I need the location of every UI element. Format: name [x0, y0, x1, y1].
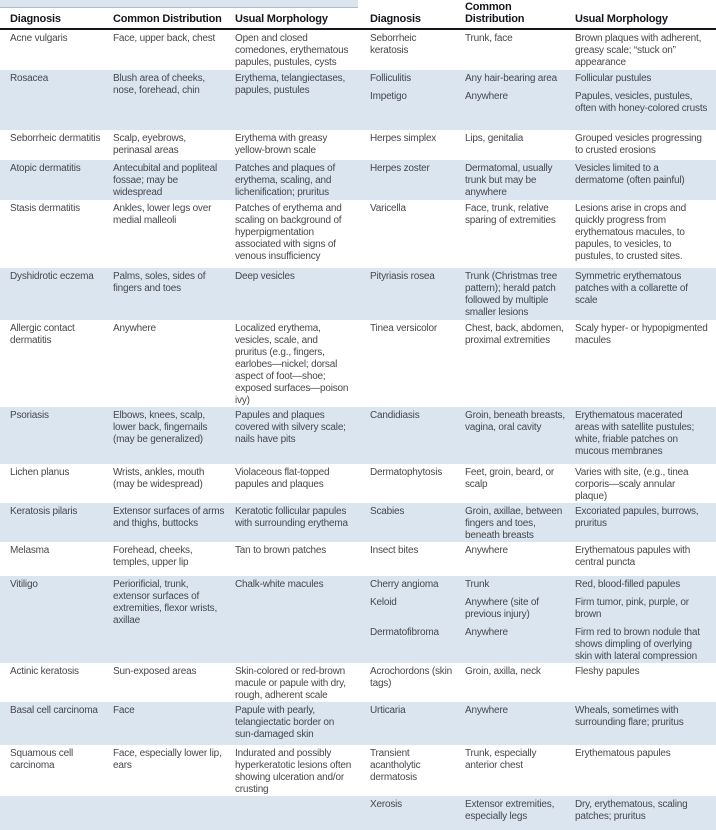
table-band [0, 200, 716, 268]
band-right-half [360, 796, 716, 830]
morphology-cell: Symmetric erythematous patches with a collarette of scale [575, 271, 688, 306]
morphology-cell: Dry, erythematous, scaling patches; pruritus [575, 799, 688, 822]
diagnosis-cell: Melasma [10, 545, 50, 556]
morphology-cell: Fleshy papules [575, 666, 640, 677]
diagnosis-cell: Lichen planus [10, 467, 70, 478]
diagnosis-cell: Herpes simplex [370, 133, 437, 144]
morphology-cell: Keratotic follicular papules with surrounding erythema [235, 506, 348, 529]
band-right-half [360, 320, 716, 407]
diagnosis-cell: Cherry angioma [370, 579, 439, 590]
column-header-diagnosis: Diagnosis [370, 12, 421, 25]
table-row [10, 407, 360, 446]
table-body [0, 30, 716, 830]
diagnosis-cell: Urticaria [370, 705, 406, 716]
band-right-half [360, 70, 716, 130]
table-row [10, 200, 360, 263]
table-band [0, 702, 716, 745]
column-header-morphology: Usual Morphology [235, 12, 328, 25]
band-left-half [0, 200, 360, 268]
table-row [370, 407, 716, 458]
morphology-cell: Erythematous papules with central puncta [575, 545, 691, 568]
table-row [10, 160, 360, 199]
table-row [10, 320, 360, 407]
diagnosis-cell: Dermatophytosis [370, 467, 443, 478]
table-row [10, 702, 360, 741]
table-row [370, 200, 716, 263]
table-band [0, 503, 716, 542]
diagnosis-cell: Tinea versicolor [370, 323, 438, 334]
table-row [10, 130, 360, 157]
morphology-cell: Erythematous papules [575, 748, 671, 759]
band-left-half [0, 542, 360, 576]
table-row [10, 70, 360, 97]
band-left-half [0, 745, 360, 796]
table-row [370, 796, 716, 823]
diagnosis-cell: Squamous cell carcinoma [10, 748, 73, 771]
table-row [370, 130, 716, 157]
distribution-cell: Palms, soles, sides of fingers and toes [113, 271, 206, 294]
table-band [0, 268, 716, 320]
distribution-cell: Feet, groin, beard, or scalp [465, 467, 554, 490]
diagnosis-cell: Stasis dermatitis [10, 203, 80, 214]
table-row [370, 30, 716, 69]
band-right-half [360, 745, 716, 796]
morphology-cell: Scaly hyper- or hypopigmented macules [575, 323, 708, 346]
distribution-cell: Anywhere [465, 91, 508, 102]
distribution-cell: Trunk (Christmas tree pattern); herald patch followed by multiple smaller lesions [465, 271, 558, 318]
table-row [370, 702, 716, 729]
distribution-cell: Extensor surfaces of arms and thighs, buttocks [113, 506, 225, 529]
distribution-cell: Forehead, cheeks, temples, upper lip [113, 545, 193, 568]
band-right-half [360, 407, 716, 464]
distribution-cell: Anywhere (site of previous injury) [465, 597, 539, 620]
morphology-cell: Firm tumor, pink, purple, or brown [575, 597, 689, 620]
diagnosis-cell: Keratosis pilaris [10, 506, 78, 517]
diagnosis-cell: Allergic contact dermatitis [10, 323, 75, 346]
table-band [0, 30, 716, 70]
table-row [370, 594, 716, 621]
band-right-half [360, 663, 716, 702]
table-row [10, 542, 360, 569]
diagnosis-cell: Basal cell carcinoma [10, 705, 98, 716]
table-row [370, 576, 716, 591]
table-row [370, 160, 716, 199]
distribution-cell: Chest, back, abdomen, proximal extremities [465, 323, 564, 346]
table-row [370, 503, 716, 542]
table-row [370, 464, 716, 503]
morphology-cell: Papules and plaques covered with silvery scale; nails have pits [235, 410, 346, 445]
top-strip [0, 0, 358, 8]
diagnosis-cell: Acrochordons (skin tags) [370, 666, 452, 689]
band-left-half [0, 464, 360, 503]
table-band [0, 407, 716, 464]
diagnosis-cell: Pityriasis rosea [370, 271, 435, 282]
diagnosis-cell: Psoriasis [10, 410, 49, 421]
column-header-distribution: Common Distribution [113, 12, 222, 25]
morphology-cell: Papules, vesicles, pustules, often with honey-colored crusts [575, 91, 708, 114]
diagnosis-cell: Rosacea [10, 73, 49, 84]
distribution-cell: Anywhere [465, 705, 508, 716]
morphology-cell: Erythema with greasy yellow-brown scale [235, 133, 328, 156]
table-row [10, 663, 360, 702]
table-row [10, 503, 360, 530]
table-row [10, 30, 360, 69]
distribution-cell: Any hair-bearing area [465, 73, 557, 84]
table-band [0, 464, 716, 503]
band-right-half [360, 130, 716, 160]
distribution-cell: Antecubital and popliteal fossae; may be widespread [113, 163, 217, 198]
band-right-half [360, 464, 716, 503]
table-row [370, 268, 716, 319]
distribution-cell: Wrists, ankles, mouth (may be widespread) [113, 467, 205, 490]
column-header-distribution: Common Distribution [465, 1, 525, 25]
distribution-cell: Anywhere [465, 627, 508, 638]
band-right-half [360, 503, 716, 542]
table-row [370, 320, 716, 347]
band-left-half [0, 503, 360, 542]
band-right-half [360, 702, 716, 745]
distribution-cell: Ankles, lower legs over medial malleoli [113, 203, 212, 226]
distribution-cell: Trunk [465, 579, 490, 590]
table-row [370, 88, 716, 115]
distribution-cell: Blush area of cheeks, nose, forehead, chin [113, 73, 205, 96]
band-left-half [0, 663, 360, 702]
diagnosis-cell: Varicella [370, 203, 406, 214]
distribution-cell: Periorificial, trunk, extensor surfaces of extremities, flexor wrists, axillae [113, 579, 218, 626]
band-right-half [360, 160, 716, 200]
band-left-half [0, 130, 360, 160]
morphology-cell: Grouped vesicles progressing to crusted erosions [575, 133, 702, 156]
band-left-half [0, 268, 360, 320]
band-left-half [0, 407, 360, 464]
distribution-cell: Face, upper back, chest [113, 33, 216, 44]
morphology-cell: Follicular pustules [575, 73, 652, 84]
diagnosis-cell: Acne vulgaris [10, 33, 68, 44]
band-left-half [0, 796, 360, 830]
morphology-cell: Patches and plaques of erythema, scaling, and lichenification; pruritus [235, 163, 336, 198]
table-row [10, 576, 360, 627]
morphology-cell: Patches of erythema and scaling on background of hyperpigmentation associated with signs of venous insufficiency [235, 203, 342, 262]
diagnosis-cell: Transient acantholytic dermatosis [370, 748, 421, 783]
diagnosis-cell: Seborrheic keratosis [370, 33, 417, 56]
morphology-cell: Excoriated papules, burrows, pruritus [575, 506, 699, 529]
diagnosis-cell: Dermatofibroma [370, 627, 439, 638]
table-row [10, 745, 360, 796]
band-left-half [0, 702, 360, 745]
column-header-morphology: Usual Morphology [575, 12, 668, 25]
morphology-cell: Open and closed comedones, erythematous papules, pustules, cysts [235, 33, 349, 68]
diagnosis-cell: Dyshidrotic eczema [10, 271, 94, 282]
morphology-cell: Brown plaques with adherent, greasy scale; “stuck on” appearance [575, 33, 702, 68]
distribution-cell: Sun-exposed areas [113, 666, 197, 677]
distribution-cell: Face, trunk, relative sparing of extremities [465, 203, 556, 226]
table-row [370, 663, 716, 690]
diagnosis-cell: Folliculitis [370, 73, 411, 84]
table-band [0, 745, 716, 796]
morphology-cell: Papule with pearly, telangiectatic border on sun-damaged skin [235, 705, 335, 740]
diagnosis-cell: Keloid [370, 597, 397, 608]
table-band [0, 70, 716, 130]
morphology-cell: Wheals, sometimes with surrounding flare; pruritus [575, 705, 684, 728]
distribution-cell: Groin, axillae, between fingers and toes, beneath breasts [465, 506, 563, 541]
distribution-cell: Face, especially lower lip, ears [113, 748, 222, 771]
distribution-cell: Extensor extremities, especially legs [465, 799, 555, 822]
morphology-cell: Vesicles limited to a dermatome (often painful) [575, 163, 685, 186]
morphology-cell: Erythema, telangiectases, papules, pustules [235, 73, 346, 96]
band-left-half [0, 70, 360, 130]
distribution-cell: Elbows, knees, scalp, lower back, fingernails (may be generalized) [113, 410, 208, 445]
diagnosis-cell: Xerosis [370, 799, 402, 810]
distribution-cell: Anywhere [465, 545, 508, 556]
table-band [0, 130, 716, 160]
morphology-cell: Red, blood-filled papules [575, 579, 681, 590]
band-right-half [360, 576, 716, 663]
table-row [370, 542, 716, 569]
table-band [0, 320, 716, 407]
table-row [370, 745, 716, 784]
distribution-cell: Anywhere [113, 323, 156, 334]
morphology-cell: Indurated and possibly hyperkeratotic lesions often showing ulceration and/or crusting [235, 748, 352, 795]
table-row [370, 624, 716, 663]
table-band [0, 663, 716, 702]
distribution-cell: Trunk, especially anterior chest [465, 748, 537, 771]
table-row [370, 70, 716, 85]
morphology-cell: Lesions arise in crops and quickly progress from erythematous macules, to papules, to vesicles, to pustules, to crusted sites. [575, 203, 686, 262]
table-band [0, 542, 716, 576]
diagnosis-cell: Candidiasis [370, 410, 420, 421]
distribution-cell: Trunk, face [465, 33, 513, 44]
column-header-diagnosis: Diagnosis [10, 12, 61, 25]
distribution-cell: Face [113, 705, 135, 716]
diagnosis-cell: Vitiligo [10, 579, 38, 590]
table-band [0, 576, 716, 663]
morphology-cell: Chalk-white macules [235, 579, 324, 590]
table-row [10, 464, 360, 491]
morphology-cell: Skin-colored or red-brown macule or papule with dry, rough, adherent scale [235, 666, 346, 701]
band-left-half [0, 576, 360, 663]
morphology-cell: Firm red to brown nodule that shows dimpling of overlying skin with lateral compression [575, 627, 700, 662]
diagnosis-cell: Seborrheic dermatitis [10, 133, 101, 144]
diagnosis-cell: Scabies [370, 506, 405, 517]
diagnosis-cell: Actinic keratosis [10, 666, 79, 677]
distribution-cell: Dermatomal, usually trunk but may be anywhere [465, 163, 553, 198]
header-right-half [360, 2, 716, 28]
diagnosis-cell: Insect bites [370, 545, 419, 556]
header-left-half [0, 14, 360, 29]
band-right-half [360, 200, 716, 268]
diagnosis-cell: Herpes zoster [370, 163, 430, 174]
morphology-cell: Tan to brown patches [235, 545, 327, 556]
morphology-cell: Localized erythema, vesicles, scale, and pruritus (e.g., fingers, earlobes—nickel; dorsal aspect of foot—shoe; exposed surfaces—poison ivy) [235, 323, 349, 406]
diagnosis-cell: Impetigo [370, 91, 407, 102]
morphology-cell: Deep vesicles [235, 271, 295, 282]
distribution-cell: Groin, axilla, neck [465, 666, 541, 677]
diagnosis-cell: Atopic dermatitis [10, 163, 81, 174]
table-row [10, 268, 360, 295]
morphology-cell: Varies with site, (e.g., tinea corporis—scaly annular plaque) [575, 467, 689, 502]
band-left-half [0, 320, 360, 407]
morphology-cell: Erythematous macerated areas with satellite pustules; white, friable patches on mucous membranes [575, 410, 695, 457]
morphology-cell: Violaceous flat-topped papules and plaques [235, 467, 330, 490]
band-right-half [360, 268, 716, 320]
band-right-half [360, 542, 716, 576]
distribution-cell: Lips, genitalia [465, 133, 524, 144]
band-right-half [360, 30, 716, 70]
table-band [0, 796, 716, 830]
distribution-cell: Scalp, eyebrows, perinasal areas [113, 133, 186, 156]
band-left-half [0, 30, 360, 70]
distribution-cell: Groin, beneath breasts, vagina, oral cavity [465, 410, 565, 433]
band-left-half [0, 160, 360, 200]
table-band [0, 160, 716, 200]
